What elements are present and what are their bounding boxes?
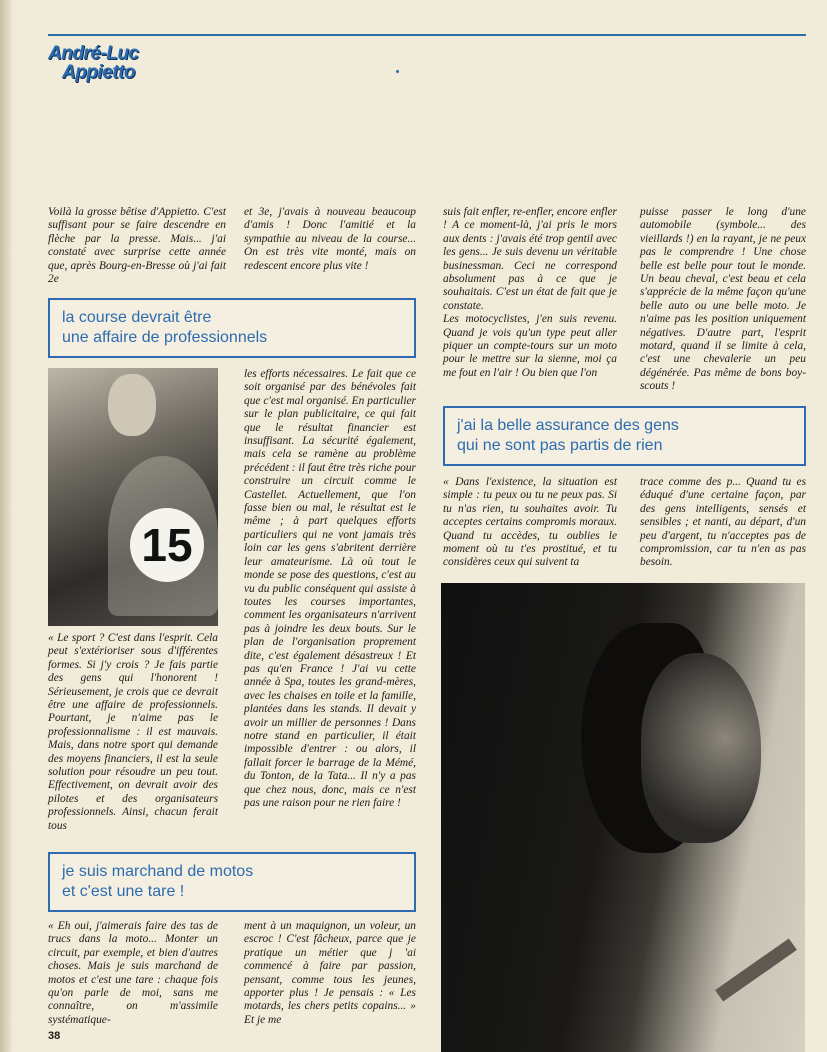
section2-column-b: [640, 476, 806, 570]
intro-column-1: [48, 206, 226, 286]
page-gutter-shadow: [0, 0, 12, 1052]
logo-line-2: Appietto: [62, 62, 136, 83]
portrait-face-shape: [641, 653, 761, 843]
section1-paragraph-a: « Le sport ? C'est dans l'esprit. Cela peut s'extérioriser sous d'ifférentes formes. Si j'y crois ? Je fais partie des gens qui l'honorent ! Sérieusement, je crois que ce devrait être une affaire de professionnels. Pourtant, je n'aime pas le professionnalisme : il est mauvais. Mais, dans notre sport qui demande des moyens financiers, il est la seule solution pour résoudre un peu tout. Effectivement, on devrait avoir des pilotes et des organisateurs professionnels. Ainsi, chacun ferait tous: [48, 632, 218, 832]
section1-column-a: [48, 632, 218, 833]
intro-paragraph-2: et 3e, j'avais à nouveau beaucoup d'amis ! Donc l'amitié et la sympathie au niveau de la course... On est très vite monté, mais on redescent encore plus vite !: [244, 206, 416, 272]
heading-3-line-1: je suis marchand de motos: [62, 863, 254, 880]
section1-paragraph-b: les efforts nécessaires. Le fait que ce soit organisé par des bénévoles fait que c'est mal organisé. En particulier sur le plan publicitaire, ce qui fait que le résultat financier est insuffisant. La sécurité également, mais cela se ramène au problème précédent : il faut être très riche pour construire un circuit comme le Castellet. Actuellement, que l'on fasse bien ou mal, le résultat est le même ; à part quelques efforts particuliers qui ne vont jamais très loin car les gens s'abritent derrière leur amateurisme. Là où tout le monde se pose des questions, c'est au vu du public conséquent qui assiste à toutes les courses importantes, comment les organisateurs n'arrivent pas à joindre les deux bouts. Sur le plan de l'organisation proprement dite, c'est également désastreux ! Et pas qu'en France ! J'ai vu cette année à Spa, toutes les grand-mères, avec les chaises en toile et la famille, plantées dans les stands. Il devait y avoir un millier de personnes ! Dans notre stand en particulier, il était impossible d'entrer : ou alors, il fallait forcer le barrage de la Mémé, du Tonton, de la Tata... Il n'y a pas que chez nous, donc, mais ce n'est pas une raison pour ne rien faire !: [244, 368, 416, 809]
heading-box-2: [443, 406, 806, 466]
section2-paragraph-a: « Dans l'existence, la situation est simple : tu peux ou tu ne peux pas. Si tu n'as rien, tu souhaites avoir. Tu acceptes certains compromis moraux. Quand tu accèdes, tu oublies le moment où tu t'es prostitué, et tu considères ceux qui suivent ta: [443, 476, 617, 569]
intro-paragraph-4: puisse passer le long d'une automobile (symbole... des vieillards !) en la rayant, je ne peux pas le comprendre ! Une chose belle est belle pour tout le monde. Un beau cheval, c'est beau et cela s'apprécie de la même façon qu'une belle auto ou une belle moto. Je n'aime pas les position uniquement négatives. D'autre part, l'esprit motard, quand il se limite à cela, c'est une chevalerie un peu dégénérée. Pas même de bons boy-scouts !: [640, 206, 806, 393]
heading-1-line-1: la course devrait être: [62, 309, 212, 326]
section3-column-a: [48, 920, 218, 1027]
heading-2-line-1: j'ai la belle assurance des gens: [457, 417, 679, 434]
heading-1-line-2: une affaire de professionnels: [62, 329, 268, 346]
author-logo: [48, 44, 160, 86]
section2-column-a: [443, 476, 617, 570]
rider-photo: [48, 368, 218, 626]
race-number-plate: 15: [130, 508, 204, 582]
logo-line-1: André-Luc: [48, 43, 139, 64]
rider-head-shape: [108, 374, 156, 436]
intro-column-3: [443, 206, 617, 380]
page-number: 38: [48, 1030, 61, 1042]
section2-paragraph-b: trace comme des p... Quand tu es éduqué d'une certaine façon, par des gens intelligents, sensés et sensibles ; et nanti, au départ, d'un peu d'argent, tu n'acceptes pas de compromission, car tu n'en as pas besoin.: [640, 476, 806, 569]
heading-box-3: [48, 852, 416, 912]
section3-column-b: [244, 920, 416, 1027]
intro-paragraph-3b: Les motocyclistes, j'en suis revenu. Quand je vois qu'un type peut aller piquer un compte-tours sur un moto pour le mettre sur la sienne, moi ça me fout en l'air ! Ou bien que l'on: [443, 313, 617, 379]
top-rule: [48, 34, 806, 36]
heading-2-line-2: qui ne sont pas partis de rien: [457, 437, 663, 454]
section1-column-b: [244, 368, 416, 810]
intro-column-4: [640, 206, 806, 394]
intro-column-2: [244, 206, 416, 273]
heading-3-line-2: et c'est une tare !: [62, 883, 185, 900]
handlebar-shape: [715, 938, 797, 1001]
section3-paragraph-a: « Eh oui, j'aimerais faire des tas de trucs dans la moto... Monter un circuit, par exemple, et bien d'autres choses. Mais je suis marchand de motos et c'est une tare : chaque fois qu'on parle de moi, sans me connaître, on m'assimile systématique-: [48, 920, 218, 1026]
intro-paragraph-1: Voilà la grosse bêtise d'Appietto. C'est suffisant pour se faire descendre en flèche par la presse. Mais... j'ai constaté avec surprise cette année que, après Bourg-en-Bresse où j'ai fait 2e: [48, 206, 226, 286]
intro-paragraph-3: suis fait enfler, re-enfler, encore enfler ! A ce moment-là, j'ai pris le mors aux dents : j'avais été trop gentil avec les gens... Je suis devenu un véritable businessman. Ceci ne correspond absolument pas à ce que je souhaitais. C'est un état de fait que je constate.: [443, 206, 617, 312]
decorative-dot: [396, 70, 399, 73]
section3-paragraph-b: ment à un maquignon, un voleur, un escroc ! C'est fâcheux, parce que je pratique un métier que j 'ai commencé à faire par passion, pensant, comme tous les jeunes, apporter plus ! Je pensais : « Les motards, les chers petits copains... » Et je me: [244, 920, 416, 1026]
heading-box-1: [48, 298, 416, 358]
portrait-photo: [441, 583, 805, 1052]
